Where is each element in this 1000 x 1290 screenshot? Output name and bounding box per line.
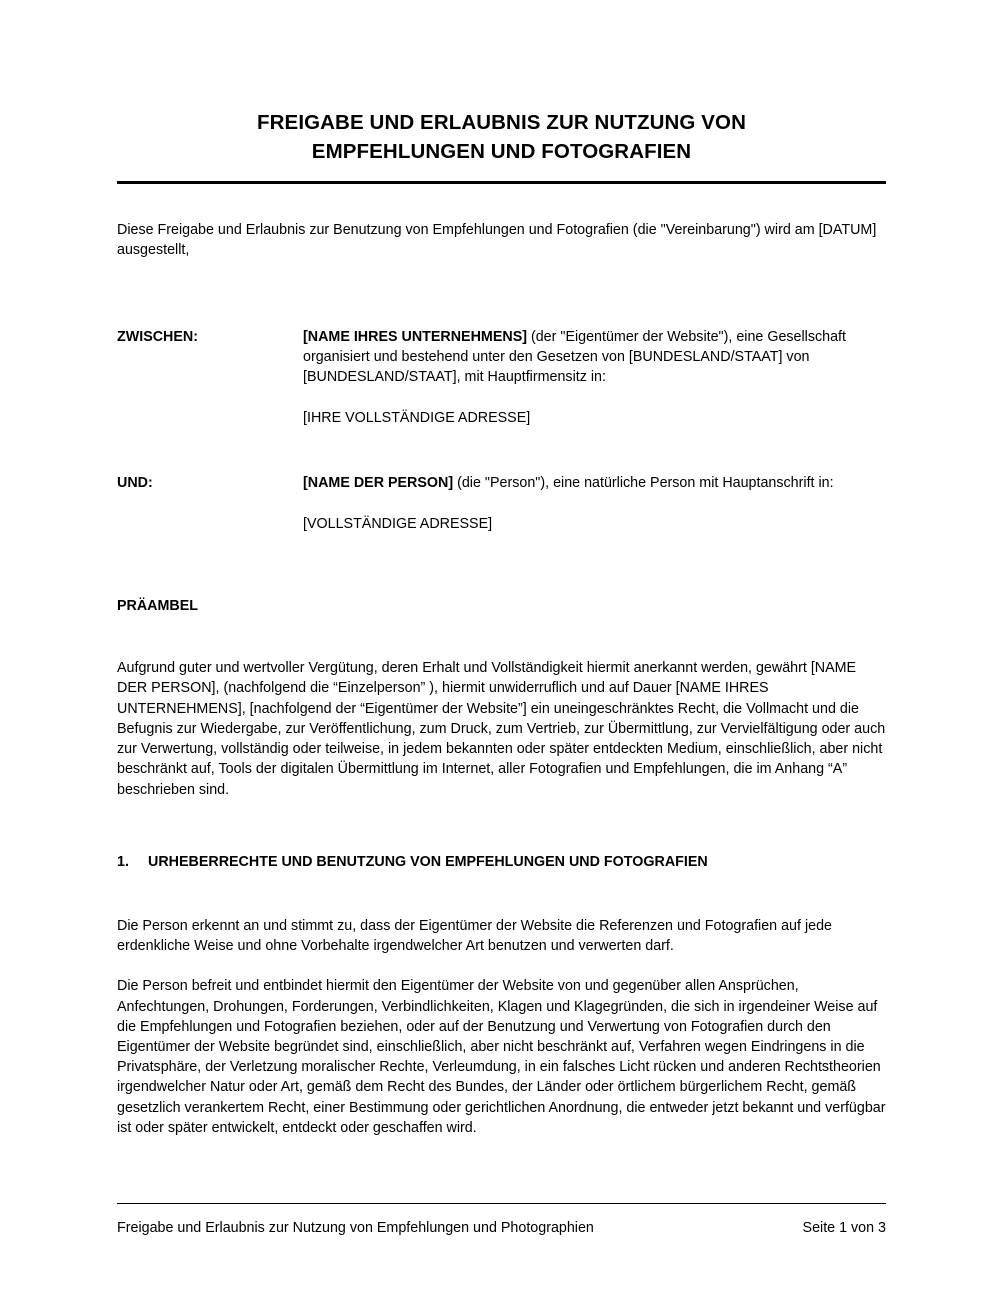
title-divider xyxy=(117,181,886,184)
party-row-und xyxy=(117,473,886,534)
section-1-paragraph-1: Die Person erkennt an und stimmt zu, dass der Eigentümer der Website die Referenzen und Fotografien auf jede erdenkliche Weise und ohne Vorbehalte irgendwelcher Art benutzen und verwerten darf. xyxy=(117,917,832,955)
section-1-paragraph-2: Die Person befreit und entbindet hiermit den Eigentümer der Website von und gegenüber allen Ansprüchen, Anfechtungen, Drohungen, Forderungen, Verbindlichkeiten, Klagen und Klagegründen, die sich in irgendeiner Weise auf die Empfehlungen und Fotografien beziehen, oder auf der Benutzung und Verwertung von Fotografien durch den Eigentümer der Website begründet sind, einschließlich, aber nicht beschränkt auf, Verfahren wegen Eindringens in die Privatsphäre, der Verletzung moralischer Rechte, Verleumdung, in ein falsches Licht rücken und anderen Rechtstheorien irgendwelcher Natur oder Art, gemäß dem Recht des Bundes, der Länder oder örtlichem bürgerlichem Recht, gemäß gesetzlich verankertem Recht, einer Bestimmung oder gerichtlichen Anordnung, die entweder jetzt bekannt und verfügbar ist oder später entwickelt, entdeckt oder geschaffen wird. xyxy=(117,978,886,1136)
intro-paragraph: Diese Freigabe und Erlaubnis zur Benutzung von Empfehlungen und Fotografien (die "Vereinbarung") wird am [DATUM] ausgestellt, xyxy=(117,222,877,259)
footer-page-number: Seite 1 von 3 xyxy=(802,1220,886,1236)
parties-block xyxy=(117,327,886,534)
party-name-placeholder-und: [NAME DER PERSON] xyxy=(303,474,454,491)
section-1-heading-text: URHEBERRECHTE UND BENUTZUNG VON EMPFEHLUNGEN UND FOTOGRAFIEN xyxy=(148,853,708,870)
preamble-heading: PRÄAMBEL xyxy=(117,597,199,614)
party-row-zwischen xyxy=(117,327,886,429)
page-title xyxy=(117,0,886,166)
page-title-line-2: EMPFEHLUNGEN UND FOTOGRAFIEN xyxy=(311,140,692,164)
document-content xyxy=(117,0,886,1138)
footer-divider xyxy=(117,1203,886,1204)
party-description-und xyxy=(303,473,886,493)
page-footer xyxy=(117,1203,886,1238)
footer-row xyxy=(117,1218,886,1238)
party-name-placeholder-zwischen: [NAME IHRES UNTERNEHMENS] xyxy=(303,328,527,345)
party-label-und: UND: xyxy=(117,474,153,491)
party-body-und xyxy=(303,473,886,534)
party-address-und: [VOLLSTÄNDIGE ADRESSE] xyxy=(303,515,493,532)
section-1-heading xyxy=(117,852,886,872)
preamble-paragraph: Aufgrund guter und wertvoller Vergütung, deren Erhalt und Vollständigkeit hiermit anerkannt werden, gewährt [NAME DER PERSON], (nachfolgend die “Einzelperson” ), hiermit unwiderruflich und auf Dauer [NAME IHRES UNTERNEHMENS], [nachfolgend der “Eigentümer der Website”] ein uneingeschränktes Recht, die Vollmacht und die Befugnis zur Wiedergabe, zur Veröffentlichung, zum Druck, zum Vertrieb, zur Übermittlung, zur Vervielfältigung oder auch zur Verwertung, vollständig oder teilweise, in jedem bekannten oder später entdeckten Medium, einschließlich, aber nicht beschränkt auf, Tools der digitalen Übermittlung im Internet, aller Fotografien und Empfehlungen, die im Anhang “A” beschrieben sind. xyxy=(117,660,886,798)
section-1-number: 1. xyxy=(117,853,129,870)
party-address-zwischen: [IHRE VOLLSTÄNDIGE ADRESSE] xyxy=(303,410,531,427)
party-label-zwischen: ZWISCHEN: xyxy=(117,328,199,345)
footer-document-name: Freigabe und Erlaubnis zur Nutzung von Empfehlungen und Photographien xyxy=(117,1220,594,1236)
party-description-text-und: (die "Person"), eine natürliche Person mit Hauptanschrift in: xyxy=(453,474,834,491)
page-title-line-1: FREIGABE UND ERLAUBNIS ZUR NUTZUNG VON xyxy=(257,111,746,134)
party-description-zwischen xyxy=(303,327,886,388)
party-description-text-zwischen: (der "Eigentümer der Website"), eine Gesellschaft organisiert und bestehend unter den Gesetzen von [BUNDESLAND/STAAT] von [BUNDESLAND/STAAT], mit Hauptfirmensitz in: xyxy=(303,328,846,386)
party-body-zwischen xyxy=(303,327,886,429)
